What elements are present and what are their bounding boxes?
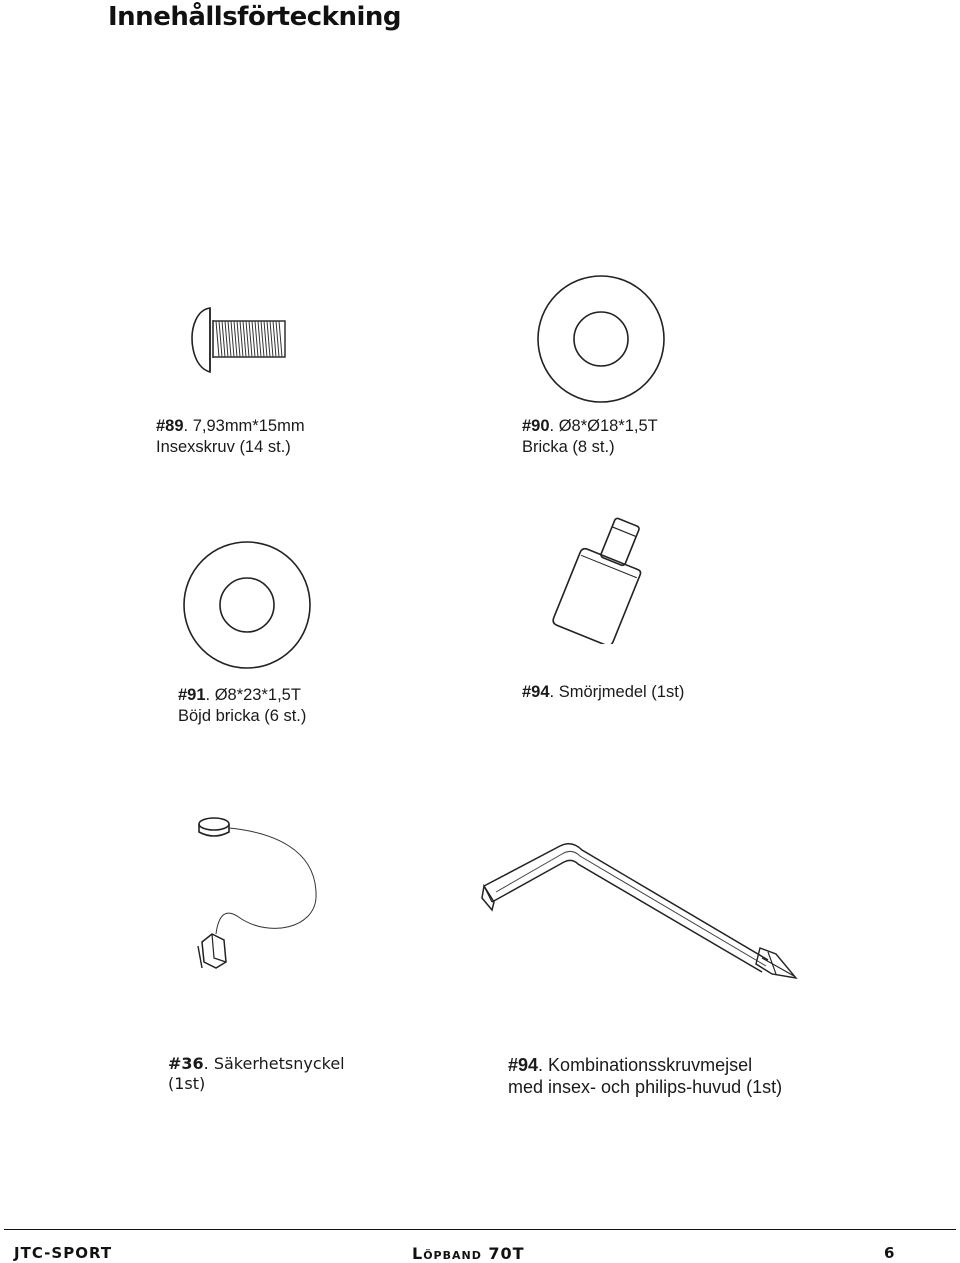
item-number: #89	[156, 417, 184, 435]
item-caption	[522, 416, 658, 458]
item-caption	[168, 1054, 345, 1094]
footer-page-number: 6	[884, 1244, 896, 1262]
lubricant-bottle-icon	[540, 512, 660, 644]
hex-bolt-icon	[188, 298, 292, 382]
item-number: #90	[522, 417, 550, 435]
footer-product: Löpband 70T	[412, 1244, 525, 1263]
item-number: #91	[178, 686, 206, 704]
item-spec: . Ø8*Ø18*1,5T	[549, 417, 658, 435]
item-caption	[156, 416, 305, 458]
item-description: (1st)	[168, 1074, 206, 1093]
item-spec: . Kombinationsskruvmejsel	[538, 1055, 753, 1075]
item-number: #94	[522, 683, 550, 701]
item-description: Bricka (8 st.)	[522, 438, 615, 456]
combination-screwdriver-icon	[476, 836, 806, 986]
curved-washer-icon	[180, 538, 314, 672]
item-number: #94	[508, 1055, 539, 1075]
item-spec: . Säkerhetsnyckel	[203, 1054, 345, 1073]
item-spec: . Ø8*23*1,5T	[205, 686, 301, 704]
safety-key-icon	[190, 808, 324, 978]
page-title: Innehållsförteckning	[108, 2, 401, 32]
footer-brand: JTC-SPORT	[14, 1244, 113, 1262]
item-description: Insexskruv (14 st.)	[156, 438, 291, 456]
item-spec: . Smörjmedel (1st)	[549, 683, 685, 701]
item-caption	[522, 682, 684, 703]
flat-washer-icon	[534, 272, 668, 406]
item-spec: . 7,93mm*15mm	[183, 417, 305, 435]
item-description: Böjd bricka (6 st.)	[178, 707, 307, 725]
item-number: #36	[168, 1054, 204, 1073]
footer-divider	[4, 1229, 956, 1230]
item-caption	[178, 685, 306, 727]
item-caption	[508, 1054, 782, 1098]
item-description: med insex- och philips-huvud (1st)	[508, 1077, 783, 1097]
